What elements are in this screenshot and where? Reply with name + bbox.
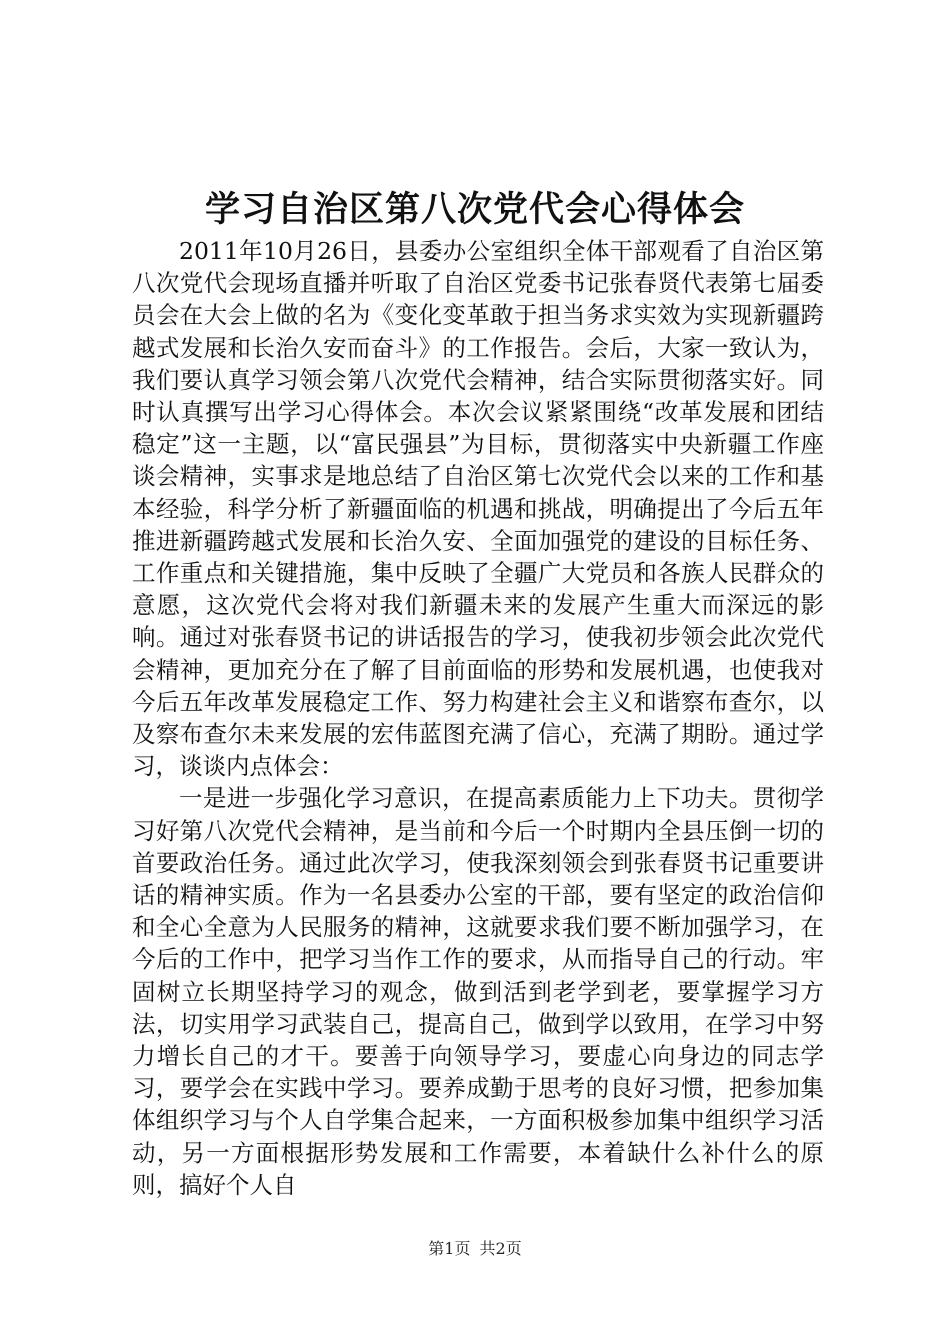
page-number: 第1页 (428, 1239, 471, 1258)
paragraph-1: 2011年10月26日，县委办公室组织全体干部观看了自治区第八次党代会现场直播并听取了自治区党委书记张春贤代表第七届委员会在大会上做的名为《变化变革敢于担当务求实效为实现新疆跨越式发展和长治久安而奋斗》的工作报告。会后，大家一致认为，我们要认真学习领会第八次党代会精神，结合实际贯彻落实好。同时认真撰写出学习心得体会。本次会议紧紧围绕“改革发展和团结稳定”这一主题，以“富民强县”为目标，贯彻落实中央新疆工作座谈会精神，实事求是地总结了自治区第七次党代会以来的工作和基本经验，科学分析了新疆面临的机遇和挑战，明确提出了今后五年推进新疆跨越式发展和长治久安、全面加强党的建设的目标任务、工作重点和关键措施，集中反映了全疆广大党员和各族人民群众的意愿，这次党代会将对我们新疆未来的发展产生重大而深远的影响。通过对张春贤书记的讲话报告的学习，使我初步领会此次党代会精神，更加充分在了解了目前面临的形势和发展机遇，也使我对今后五年改革发展稳定工作、努力构建社会主义和谐察布查尔，以及察布查尔未来发展的宏伟蓝图充满了信心，充满了期盼。通过学习，谈谈内点体会： (132, 237, 824, 781)
page-total: 共2页 (479, 1239, 522, 1258)
document-body (132, 235, 824, 1201)
paragraph-2: 一是进一步强化学习意识，在提高素质能力上下功夫。贯彻学习好第八次党代会精神，是当前和今后一个时期内全县压倒一切的首要政治任务。通过此次学习，使我深刻领会到张春贤书记重要讲话的精神实质。作为一名县委办公室的干部，要有坚定的政治信仰和全心全意为人民服务的精神，这就要求我们要不断加强学习，在今后的工作中，把学习当作工作的要求，从而指导自己的行动。牢固树立长期坚持学习的观念，做到活到老学到老，要掌握学习方法，切实用学习武装自己，提高自己，做到学以致用，在学习中努力增长自己的才干。要善于向领导学习，要虚心向身边的同志学习，要学会在实践中学习。要养成勤于思考的良好习惯，把参加集体组织学习与个人自学集合起来，一方面积极参加集中组织学习活动，另一方面根据形势发展和工作需要，本着缺什么补什么的原则，搞好个人自 (132, 784, 824, 1199)
document-title: 学习自治区第八次党代会心得体会 (204, 190, 745, 230)
page-footer (0, 1238, 950, 1260)
